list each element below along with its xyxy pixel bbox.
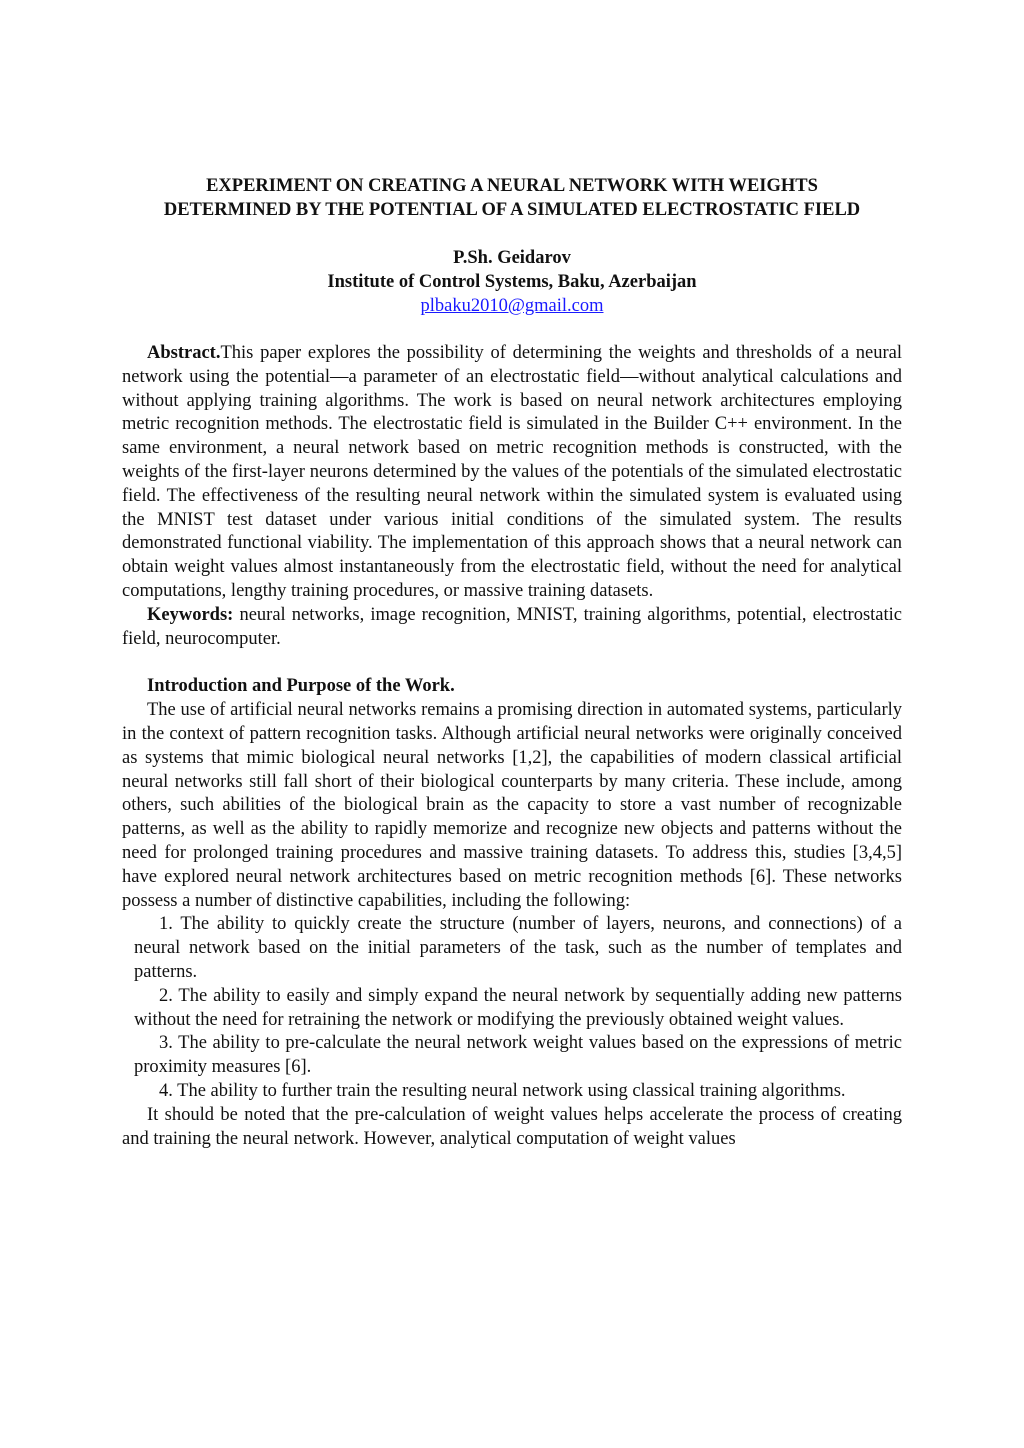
capabilities-list [122, 913, 902, 1103]
list-item: 2. The ability to easily and simply expand the neural network by sequentially adding new patterns without the need for retraining the network or modifying the previously obtained weight values. [134, 985, 902, 1030]
author-affiliation: Institute of Control Systems, Baku, Azerbaijan [327, 272, 697, 292]
introduction-heading: Introduction and Purpose of the Work. [147, 676, 455, 697]
keywords-label: Keywords: [147, 604, 234, 625]
paper-title: EXPERIMENT ON CREATING A NEURAL NETWORK WITH WEIGHTS DETERMINED BY THE POTENTIAL OF A SIMULATED ELECTROSTATIC FIELD [163, 176, 861, 220]
list-item: 3. The ability to pre-calculate the neural network weight values based on the expressions of metric proximity measures [6]. [134, 1033, 902, 1078]
paper-page [122, 174, 902, 1151]
list-item: 1. The ability to quickly create the structure (number of layers, neurons, and connections) of a neural network based on the initial parameters of the task, such as the number of templates and patterns. [134, 914, 902, 982]
author-email-link[interactable]: plbaku2010@gmail.com [420, 296, 604, 316]
keywords-text: neural networks, image recognition, MNIST, training algorithms, potential, electrostatic field, neurocomputer. [122, 604, 902, 649]
abstract-label: Abstract. [147, 343, 221, 363]
introduction-paragraph-1: The use of artificial neural networks remains a promising direction in automated systems, particularly in the context of pattern recognition tasks. Although artificial neural networks were originally conceived as systems that mimic biological neural networks [1,2], the capabilities of modern classical artificial neural networks still fall short of their biological counterparts by many criteria. These include, among others, such abilities of the biological brain as the capacity to store a vast number of recognizable patterns, as well as the ability to rapidly memorize and recognize new objects and patterns without the need for prolonged training procedures and massive training datasets. To address this, studies [3,4,5] have explored neural network architectures based on metric recognition methods [6]. These networks possess a number of distinctive capabilities, including the following: [122, 700, 902, 911]
introduction-paragraph-2: It should be noted that the pre-calculation of weight values helps accelerate the process of creating and training the neural network. However, analytical computation of weight values [122, 1104, 902, 1149]
keywords-paragraph [122, 604, 902, 652]
abstract-paragraph [122, 342, 902, 604]
author-name: P.Sh. Geidarov [453, 248, 571, 268]
list-item: 4. The ability to further train the resulting neural network using classical training algorithms. [159, 1080, 846, 1101]
abstract-text: This paper explores the possibility of determining the weights and thresholds of a neural network using the potential—a parameter of an electrostatic field—without analytical calculations and without applying training algorithms. The work is based on neural network architectures employing metric recognition methods. The electrostatic field is simulated in the Builder C++ environment. In the same environment, a neural network based on metric recognition methods is constructed, with the weights of the first-layer neurons determined by the values of the potentials of the simulated electrostatic field. The effectiveness of the resulting neural network within the simulated system is evaluated using the MNIST test dataset under various initial conditions of the simulated system. The results demonstrated functional viability. The implementation of this approach shows that a neural network can obtain weight values almost instantaneously from the electrostatic field, without the need for analytical computations, lengthy training procedures, or massive training datasets. [122, 343, 902, 601]
author-block [122, 246, 902, 318]
